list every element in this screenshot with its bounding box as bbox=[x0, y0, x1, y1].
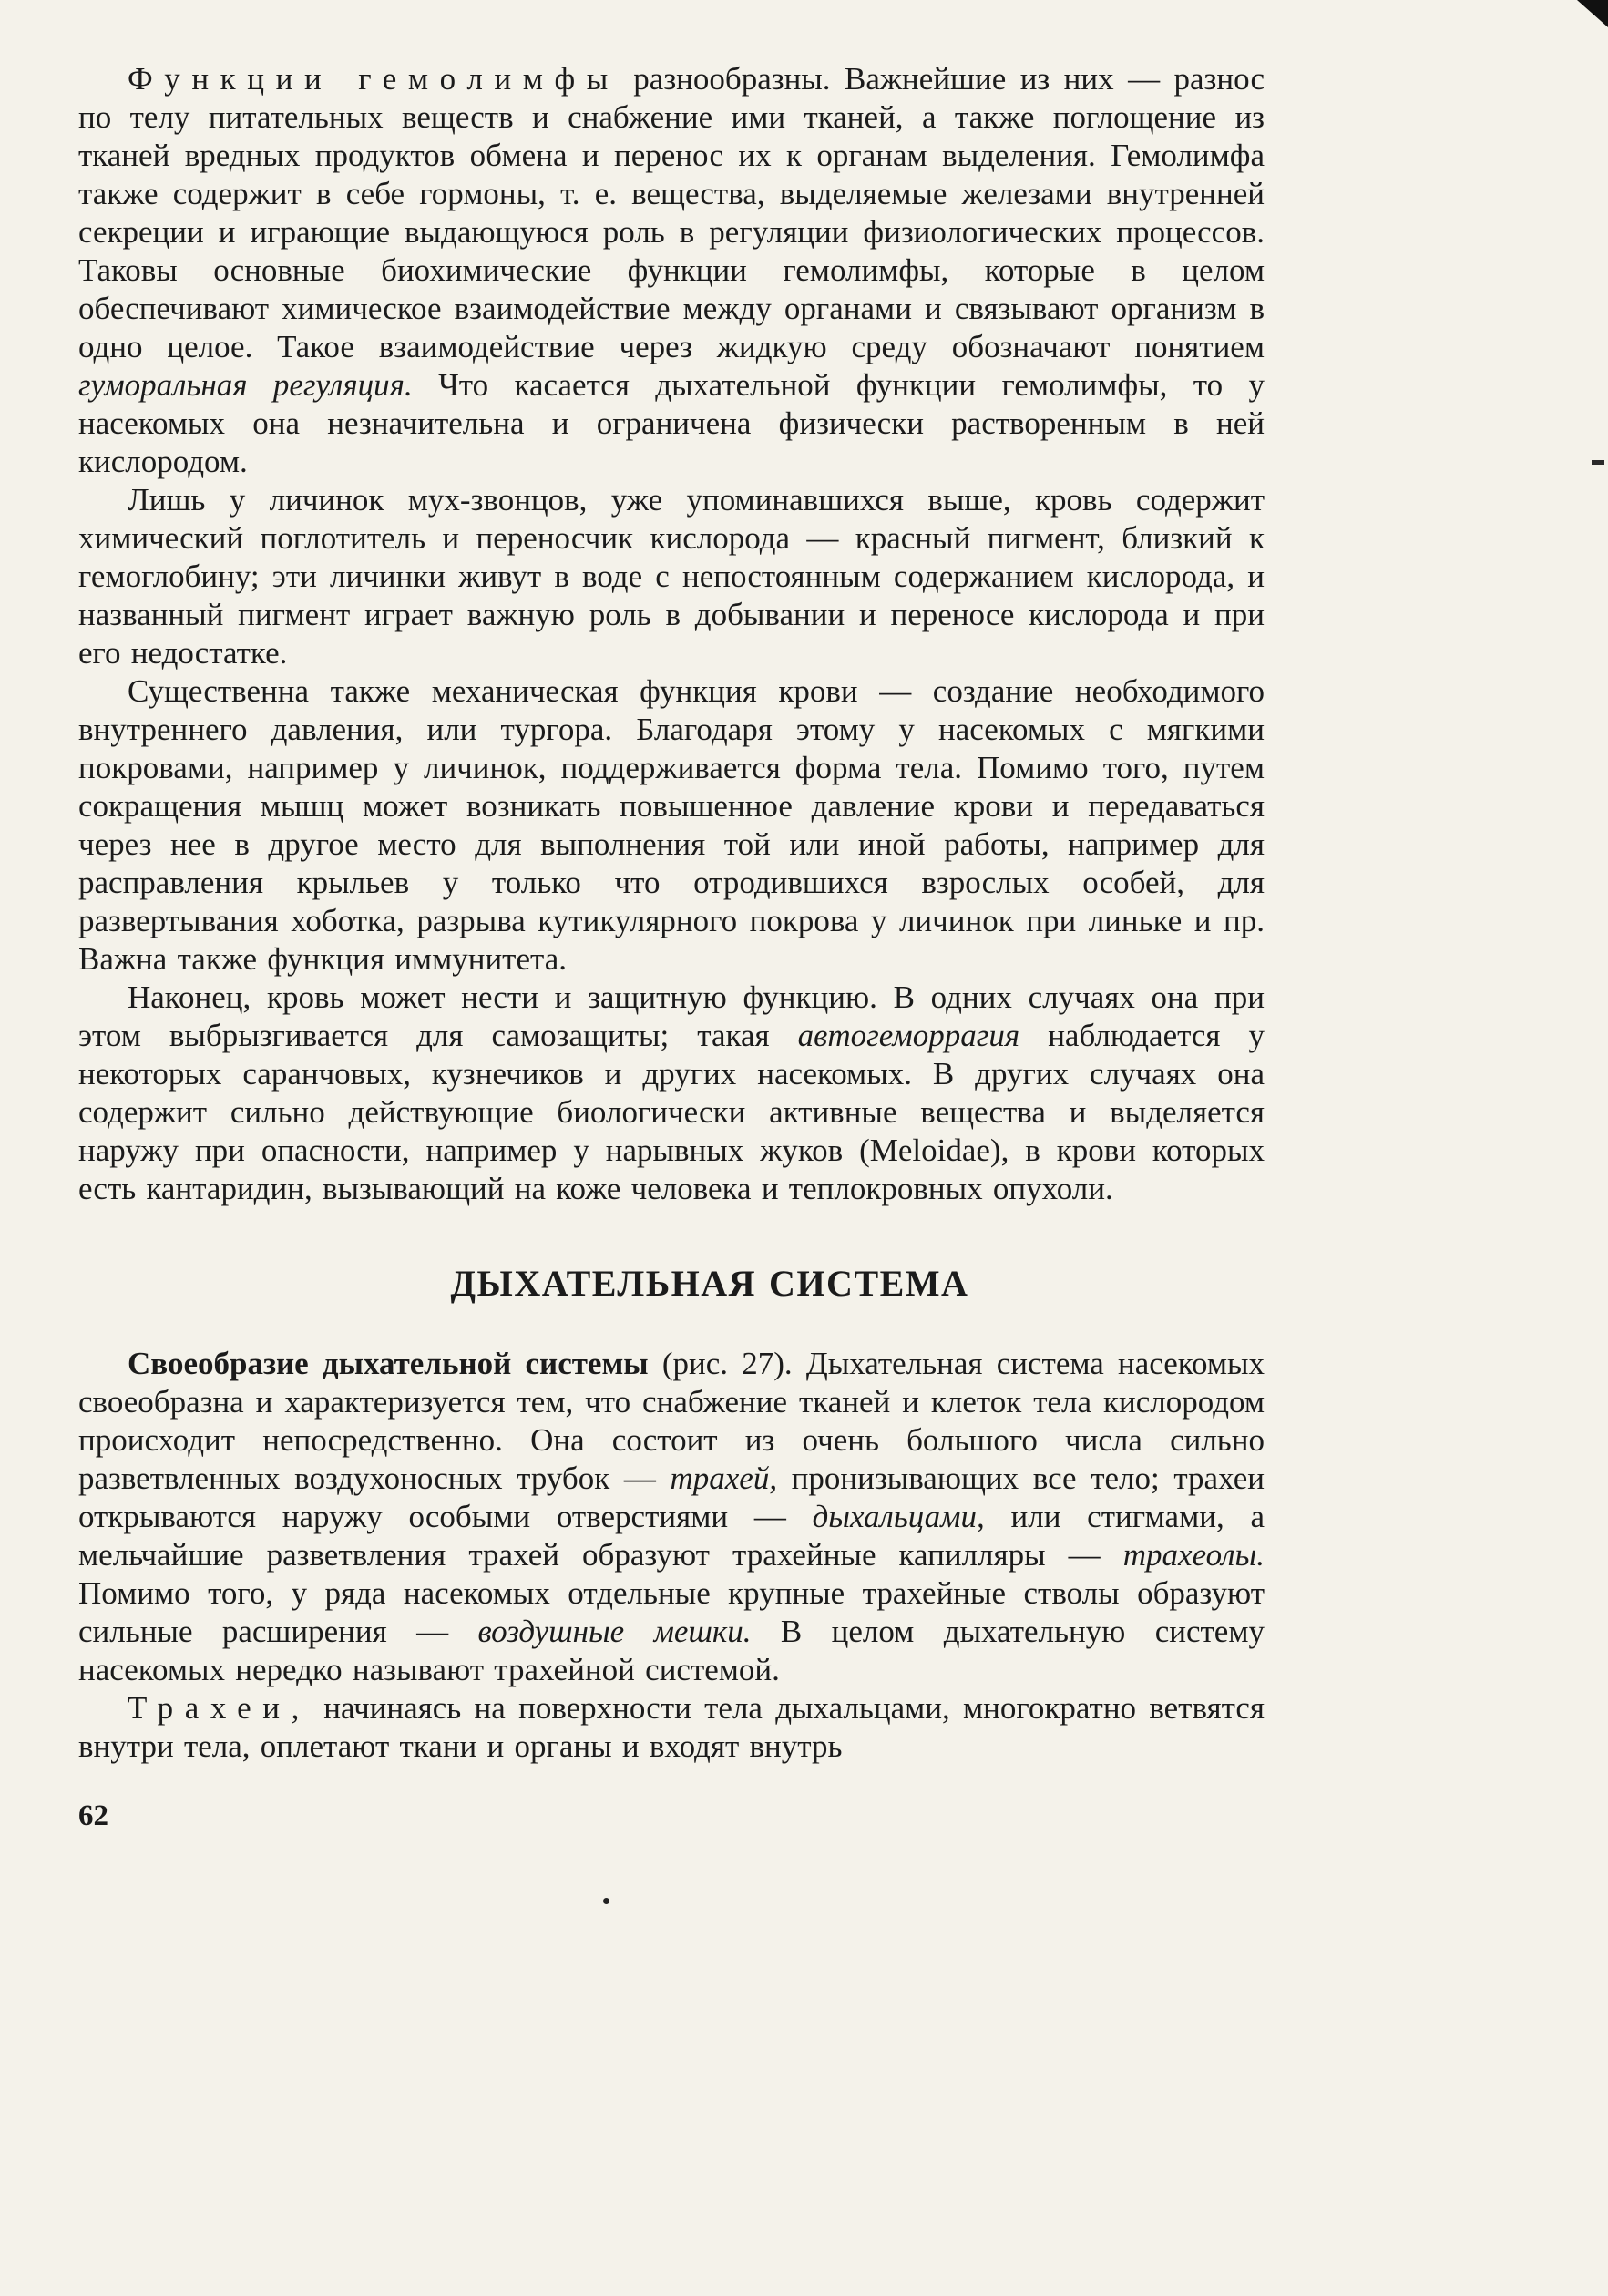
text-run-italic: воздушные мешки. bbox=[477, 1614, 752, 1649]
text-run-bold: Своеобразие дыхательной системы bbox=[128, 1346, 649, 1381]
text-run: В целом дыхательную систему насекомых нередко называют трахейной системой. bbox=[78, 1614, 1265, 1687]
text-run: наблюдается у некоторых саранчовых, кузнечиков и других насекомых. В других случаях она содержит сильно действующие биологически активные вещества и выделяется наружу при опасности, например у нарывных жуков (Meloidae), в крови которых есть кантаридин, вызывающий на коже человека и теплокровных опухоли. bbox=[78, 1018, 1265, 1206]
text-run: разнообразны. Важнейшие из них — разнос по телу питательных веществ и снабжение ими тканей, а также поглощение из тканей вредных продуктов обмена и перенос их к органам выделения. Гемолимфа также содержит в себе гормоны, т. е. вещества, выделяемые железами внутренней секреции и играющие выдающуюся роль в регуляции физиологических процессов. Таковы основные биохимические функции гемолимфы, которые в целом обеспечивают химическое взаимодействие между органами и связывают организм в одно целое. Такое взаимодействие через жидкую среду обозначают понятием bbox=[78, 61, 1265, 364]
text-run-italic: автогеморрагия bbox=[797, 1018, 1020, 1053]
text-run: Наконец, кровь может нести и защитную функцию. В одних случаях она при этом выбрызгивается для самозащиты; такая bbox=[78, 979, 1265, 1053]
text-run-spaced: Функции гемолимфы bbox=[128, 61, 620, 97]
text-run: Лишь у личинок мух-звонцов, уже упоминавшихся выше, кровь содержит химический поглотитель и переносчик кислорода — красный пигмент, близкий к гемоглобину; эти личинки живут в воде с непостоянным содержанием кислорода, и названный пигмент играет важную роль в добывании и переносе кислорода и при его недостатке. bbox=[78, 482, 1265, 671]
text-run-spaced: Трахеи, bbox=[128, 1690, 311, 1726]
text-run: или стигмами, а мельчайшие разветвления трахей образуют трахейные капилляры — bbox=[78, 1499, 1265, 1573]
page-number: 62 bbox=[78, 1799, 108, 1832]
paragraph bbox=[78, 481, 1265, 672]
section-heading: ДЫХАТЕЛЬНАЯ СИСТЕМА bbox=[450, 1263, 969, 1304]
paragraph bbox=[78, 672, 1265, 979]
text-column bbox=[78, 60, 1265, 1766]
text-run: Существенна также механическая функция крови — создание необходимого внутреннего давления, или тургора. Благодаря этому у насекомых с мягкими покровами, например у личинок, поддерживается форма тела. Помимо того, путем сокращения мышц может возникать повышенное давление крови и передаваться через нее в другое место для выполнения той или иной работы, например для расправления крыльев у только что отродившихся взрослых особей, для развертывания хоботка, разрыва кутикулярного покрова у личинок при линьке и пр. Важна также функция иммунитета. bbox=[78, 673, 1265, 977]
text-run-italic: дыхальцами, bbox=[812, 1499, 985, 1534]
scan-corner-mark bbox=[1577, 0, 1608, 27]
text-run-italic: трахеолы. bbox=[1122, 1537, 1265, 1573]
text-run: Что касается дыхательной функции гемолимфы, то у насекомых она незначительна и ограничена физически растворенным в ней кислородом. bbox=[78, 367, 1265, 479]
text-run: (рис. 27). Дыхательная система насекомых своеобразна и характеризуется тем, что снабжение тканей и клеток тела кислородом происходит непосредственно. Она состоит из очень большого числа сильно разветвленных воздухоносных трубок — bbox=[78, 1346, 1265, 1496]
text-run-italic: трахей, bbox=[670, 1461, 778, 1496]
paragraph bbox=[78, 979, 1265, 1208]
paragraph bbox=[78, 60, 1265, 481]
paragraph bbox=[78, 1345, 1265, 1689]
scan-edge-tick bbox=[1592, 460, 1604, 465]
text-run: начинаясь на поверхности тела дыхальцами, многократно ветвятся внутри тела, оплетают ткани и органы и входят внутрь bbox=[78, 1690, 1265, 1764]
text-run-italic: гуморальная регуляция. bbox=[78, 367, 413, 403]
paragraph bbox=[78, 1689, 1265, 1766]
text-run: пронизывающих все тело; трахеи открываются наружу особыми отверстиями — bbox=[78, 1461, 1265, 1534]
scan-dot-artifact bbox=[603, 1898, 609, 1904]
text-run: Помимо того, у ряда насекомых отдельные крупные трахейные стволы образуют сильные расширения — bbox=[78, 1575, 1265, 1649]
